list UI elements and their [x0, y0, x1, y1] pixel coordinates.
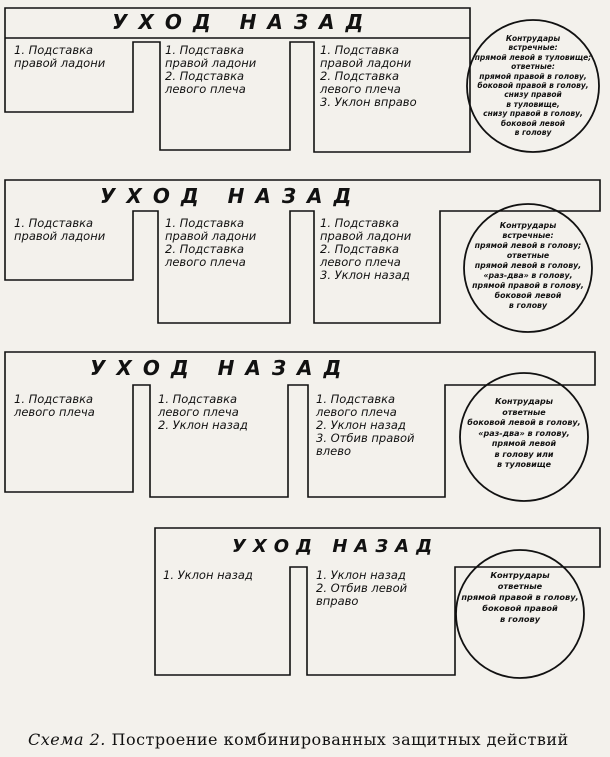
figure-caption: [28, 730, 598, 749]
row2-col1: 1. Подставка правой ладони: [14, 216, 106, 243]
row2-circle-text: Контрудары встречные: прямой левой в голову; ответные прямой левой в голову, «раз-два» в голову, прямой правой в голову, боковой левой в голову: [472, 221, 584, 310]
row1-col1: 1. Подставка правой ладони: [14, 43, 106, 70]
caption-label: Схема 2.: [28, 730, 106, 749]
row1-title: УХОД НАЗАД: [112, 10, 375, 34]
row2-col3: 1. Подставка правой ладони 2. Подставка левого плеча 3. Уклон назад: [320, 216, 412, 282]
row2-title: УХОД НАЗАД: [100, 184, 363, 208]
row3-col2: 1. Подставка левого плеча 2. Уклон назад: [158, 392, 248, 432]
row1-col3: 1. Подставка правой ладони 2. Подставка левого плеча 3. Уклон вправо: [320, 43, 417, 109]
caption-text: Построение комбинированных защитных действий: [111, 730, 569, 749]
row4-title: УХОД НАЗАД: [232, 536, 440, 557]
row3-title: УХОД НАЗАД: [90, 356, 353, 380]
row4-col3: 1. Уклон назад 2. Отбив левой вправо: [316, 568, 408, 608]
row1-circle-text: Контрудары встречные: прямой левой в туловище; ответные: прямой правой в голову, боковой правой в голову, снизу правой в туловище, снизу правой в голову, боковой левой в голову: [474, 34, 592, 138]
row1-col2: 1. Подставка правой ладони 2. Подставка левого плеча: [165, 43, 257, 96]
row4-circle-text: Контрудары ответные прямой правой в голову, боковой правой в голову: [461, 570, 579, 624]
row4-col2: 1. Уклон назад: [163, 568, 253, 582]
row3-col1: 1. Подставка левого плеча: [14, 392, 95, 419]
row2-col2: 1. Подставка правой ладони 2. Подставка левого плеча: [165, 216, 257, 269]
row3-circle-text: Контрудары ответные боковой левой в голову, «раз-два» в голову, прямой левой в голову или в туловище: [467, 397, 581, 469]
row3-col3: 1. Подставка левого плеча 2. Уклон назад 3. Отбив правой влево: [316, 392, 415, 458]
